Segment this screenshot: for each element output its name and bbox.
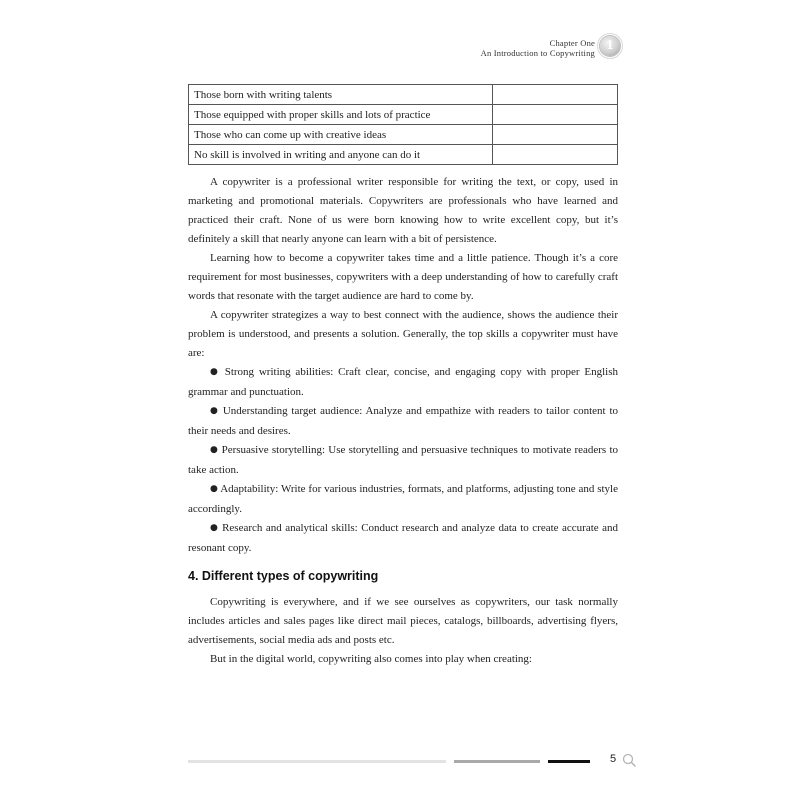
table-row xyxy=(189,85,618,105)
chapter-label: Chapter One xyxy=(549,38,595,48)
bullet-icon: ● xyxy=(210,484,218,494)
page-number: 5 xyxy=(610,753,617,765)
bullet-icon: ● xyxy=(210,523,219,533)
body-text xyxy=(188,173,618,669)
list-item-text: Persuasive storytelling: Use storytelling and persuasive techniques to motivate readers to take action. xyxy=(188,444,618,476)
list-item xyxy=(188,402,618,441)
bullet-icon: ● xyxy=(210,445,219,455)
list-item xyxy=(188,363,618,402)
list-item-text: Adaptability: Write for various industries, formats, and platforms, adjusting tone and style accordingly. xyxy=(188,483,618,515)
table-cell-answer xyxy=(492,85,617,105)
chapter-number-badge: 1 xyxy=(600,36,620,56)
table-cell-statement: Those who can come up with creative ideas xyxy=(189,125,493,145)
footer-bar-mid xyxy=(454,760,540,763)
table-cell-statement: Those equipped with proper skills and lots of practice xyxy=(189,105,493,125)
list-item-text: Understanding target audience: Analyze and empathize with readers to tailor content to their needs and desires. xyxy=(188,405,619,437)
list-item-text: Research and analytical skills: Conduct research and analyze data to create accurate and resonant copy. xyxy=(188,522,618,554)
paragraph: Copywriting is everywhere, and if we see ourselves as copywriters, our task normally includes articles and sales pages like direct mail pieces, catalogs, billboards, advertising flyers, advertisements, social media ads and posts etc. xyxy=(188,596,618,646)
table-cell-statement: Those born with writing talents xyxy=(189,85,493,105)
paragraph: But in the digital world, copywriting also comes into play when creating: xyxy=(210,653,532,665)
bullet-icon: ● xyxy=(210,367,220,377)
table-row xyxy=(189,145,618,165)
paragraph: A copywriter strategizes a way to best connect with the audience, shows the audience their problem is understood, and presents a solution. Generally, the top skills a copywriter must have are: xyxy=(188,309,618,359)
table-cell-answer xyxy=(492,145,617,165)
running-header xyxy=(481,38,595,58)
table-cell-statement: No skill is involved in writing and anyone can do it xyxy=(189,145,493,165)
chapter-subtitle: An Introduction to Copywriting xyxy=(480,48,595,58)
section-heading: 4. Different types of copywriting xyxy=(188,569,379,583)
opinion-table xyxy=(188,84,618,165)
paragraph: A copywriter is a professional writer responsible for writing the text, or copy, used in marketing and promotional materials. Copywriters are professionals who have learned and practiced their craft. None of us were born knowing how to write excellent copy, but it’s definitely a skill that nearly anyone can learn with a bit of persistence. xyxy=(188,176,618,245)
table-cell-answer xyxy=(492,105,617,125)
table-row xyxy=(189,105,618,125)
list-item xyxy=(188,519,618,558)
list-item-text: Strong writing abilities: Craft clear, concise, and engaging copy with proper English grammar and punctuation. xyxy=(188,366,619,398)
footer-bar-light xyxy=(188,760,446,763)
table-cell-answer xyxy=(492,125,617,145)
table-row xyxy=(189,125,618,145)
list-item xyxy=(188,441,618,480)
bullet-icon: ● xyxy=(210,406,219,416)
magnifier-icon xyxy=(622,753,636,767)
list-item xyxy=(188,480,618,519)
paragraph: Learning how to become a copywriter takes time and a little patience. Though it’s a core requirement for most businesses, copywriters with a deep understanding of how to carefully craft words that resonate with the target audience are hard to come by. xyxy=(188,252,618,302)
footer-bar-dark xyxy=(548,760,590,763)
